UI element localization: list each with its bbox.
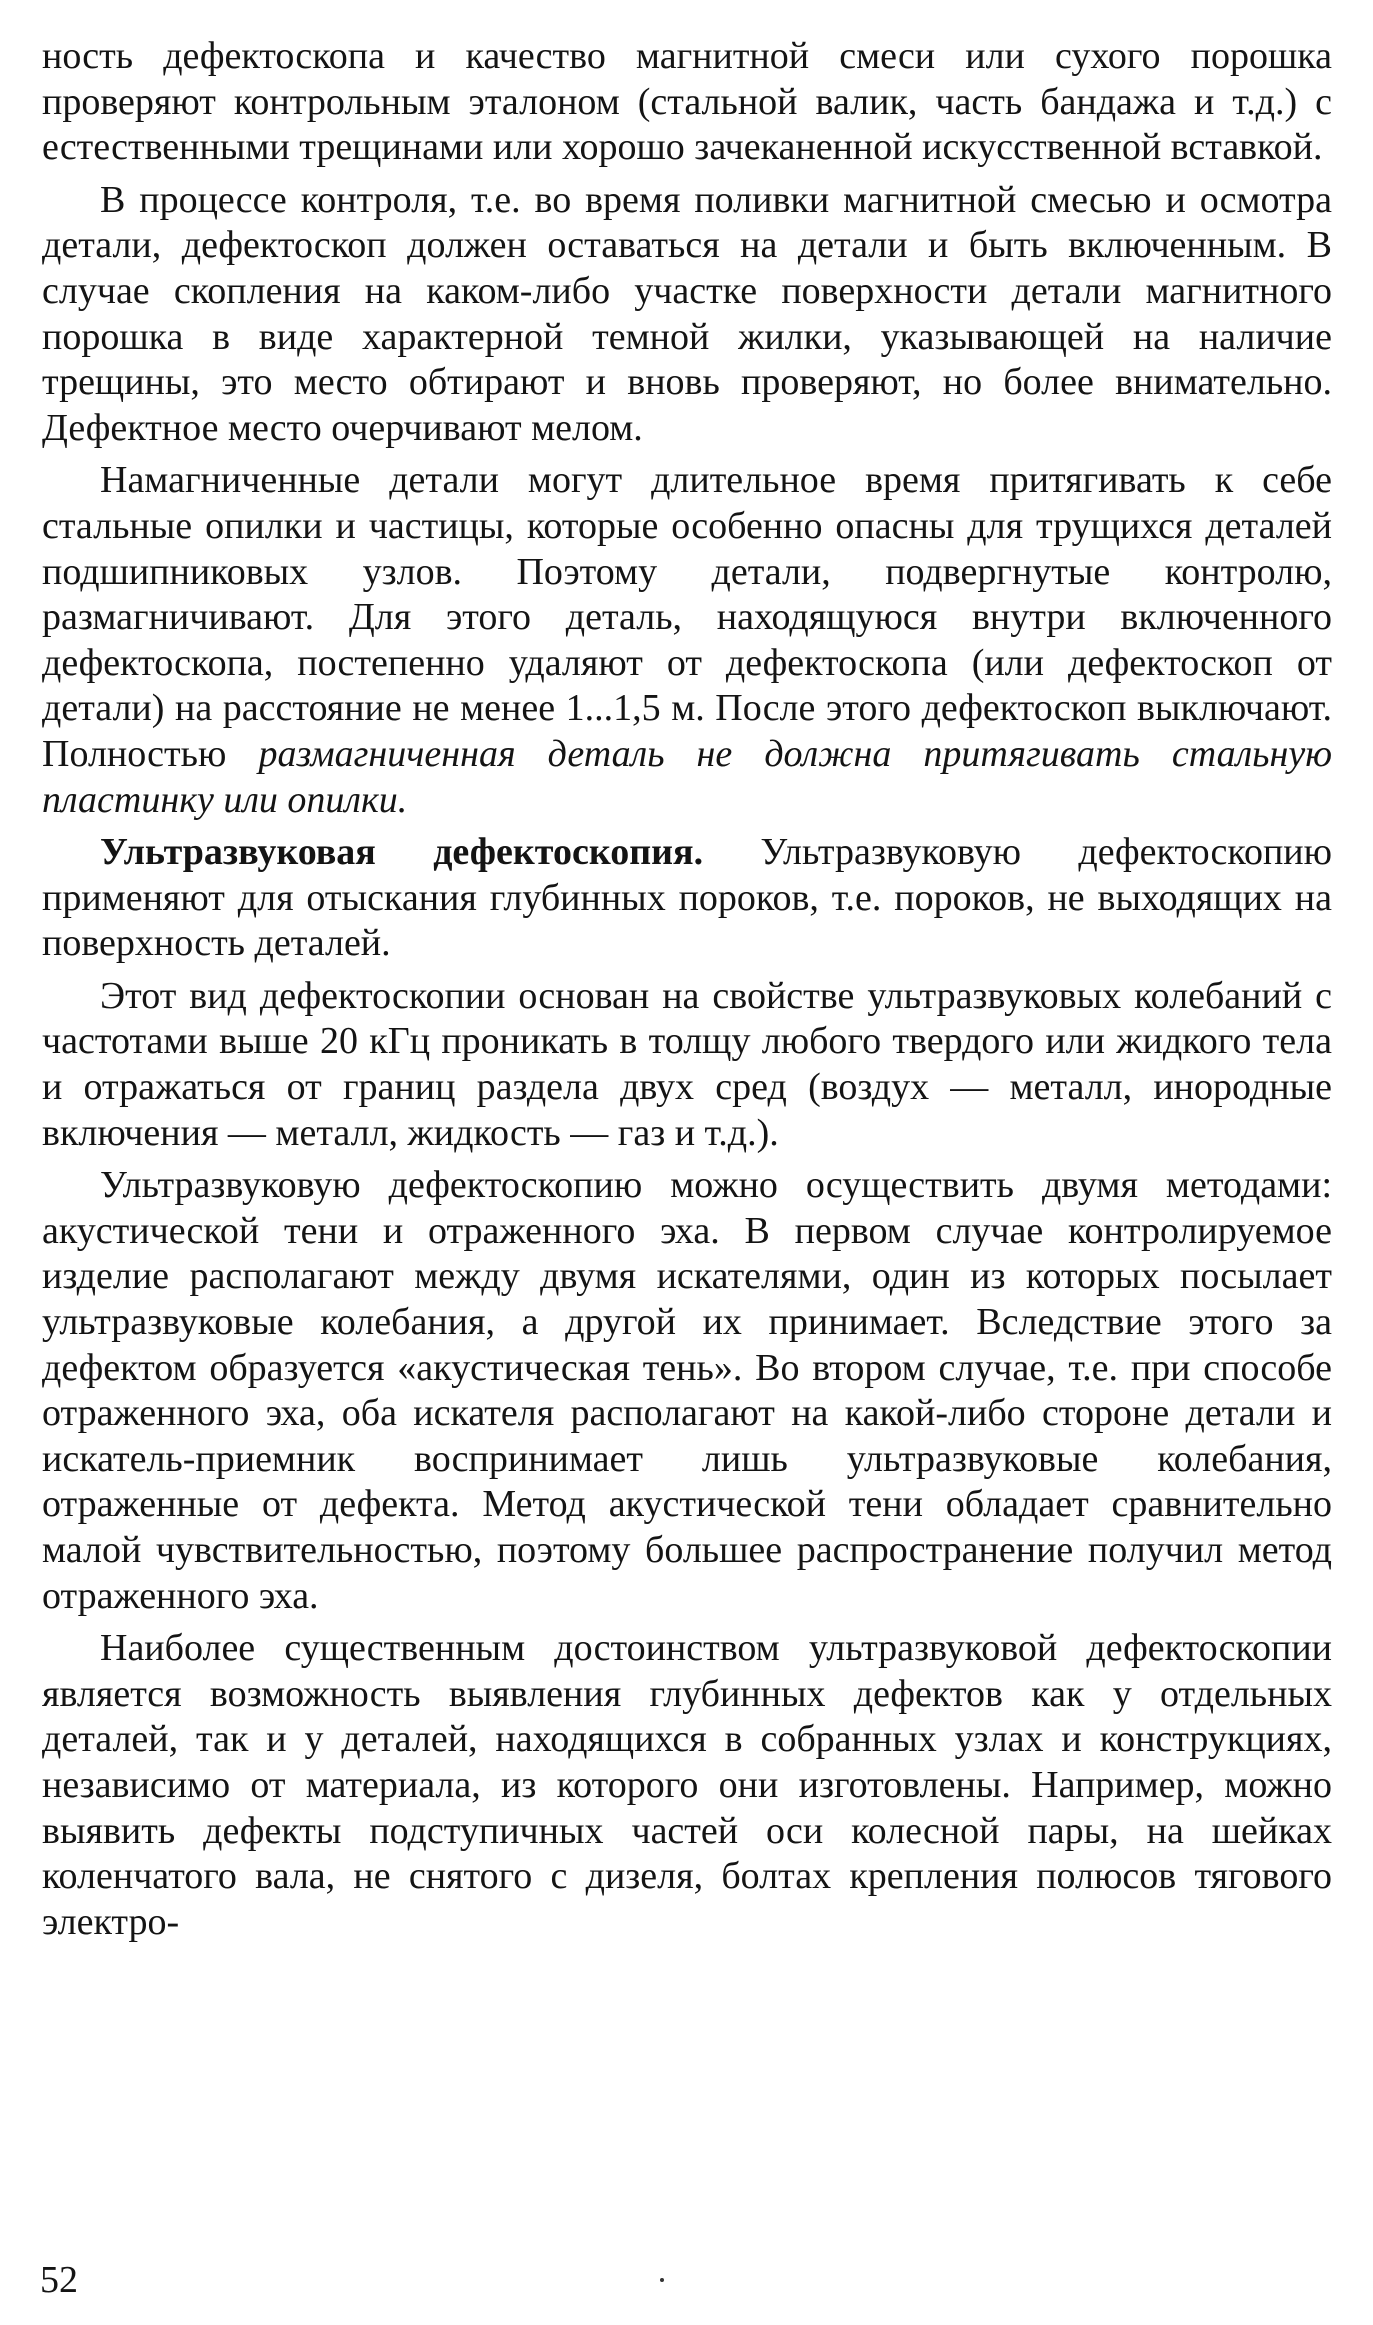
paragraph-continuation: ность дефектоскопа и качество магнитной смеси или сухого порошка проверяют контрольным эталоном (стальной валик, часть бандажа и т.д.) с естественными трещинами или хорошо зачеканенной искусственной вставкой. — [42, 35, 1332, 169]
demagnetization-emphasis: размагниченная деталь не должна притягивать стальную пластинку или опилки. — [42, 732, 1332, 821]
page-body — [42, 34, 1332, 1952]
print-speck — [660, 2278, 664, 2282]
demagnetization-text: Намагниченные детали могут длительное время притягивать к себе стальные опилки и частицы, которые особенно опасны для трущихся деталей подшипниковых узлов. Поэтому детали, подвергнутые контролю, размагничивают. Для этого деталь, находящуюся внутри включенного дефектоскопа, постепенно удаляют от дефектоскопа (или дефектоскоп от детали) на расстояние не менее 1...1,5 м. После этого дефектоскоп выключают. Полностью — [42, 459, 1332, 775]
ultrasonic-intro-text: Ультразвуковую дефектоскопию применяют для отыскания глубинных пороков, т.е. пороков, не выходящих на поверхность деталей. — [42, 831, 1332, 965]
paragraph-ultrasonic-methods: Ультразвуковую дефектоскопию можно осуществить двумя методами: акустической тени и отраженного эха. В первом случае контролируемое изделие располагают между двумя искателями, один из которых посылает ультразвуковые колебания, а другой их принимает. Вследствие этого за дефектом образуется «акустическая тень». Во втором случае, т.е. при способе отраженного эха, оба искателя располагают на какой-либо стороне детали и искатель-приемник воспринимает лишь ультразвуковые колебания, отраженные от дефекта. Метод акустической тени обладает сравнительно малой чувствительностью, поэтому большее распространение получил метод отраженного эха. — [42, 1164, 1332, 1617]
paragraph-ultrasonic-principle: Этот вид дефектоскопии основан на свойстве ультразвуковых колебаний с частотами выше 20 кГц проникать в толщу любого твердого или жидкого тела и отражаться от границ раздела двух сред (воздух — металл, инородные включения — металл, жидкость — газ и т.д.). — [42, 974, 1332, 1154]
paragraph-ultrasonic-advantages: Наиболее существенным достоинством ультразвуковой дефектоскопии является возможность выявления глубинных дефектов как у отдельных деталей, так и у деталей, находящихся в собранных узлах и конструкциях, независимо от материала, из которого они изготовлены. Например, можно выявить дефекты подступичных частей оси колесной пары, на шейках коленчатого вала, не снятого с дизеля, болтах крепления полюсов тягового электро- — [42, 1627, 1332, 1943]
section-heading-ultrasonic: Ультразвуковая дефектоскопия. — [100, 831, 704, 874]
paragraph-ultrasonic-intro — [42, 830, 1332, 967]
paragraph-demagnetization — [42, 458, 1332, 823]
page-number: 52 — [40, 2259, 78, 2301]
paragraph-inspection-process: В процессе контроля, т.е. во время поливки магнитной смесью и осмотра детали, дефектоскоп должен оставаться на детали и быть включенным. В случае скопления на каком-либо участке поверхности детали магнитного порошка в виде характерной темной жилки, указывающей на наличие трещины, это место обтирают и вновь проверяют, но более внимательно. Дефектное место очерчивают мелом. — [42, 178, 1332, 449]
